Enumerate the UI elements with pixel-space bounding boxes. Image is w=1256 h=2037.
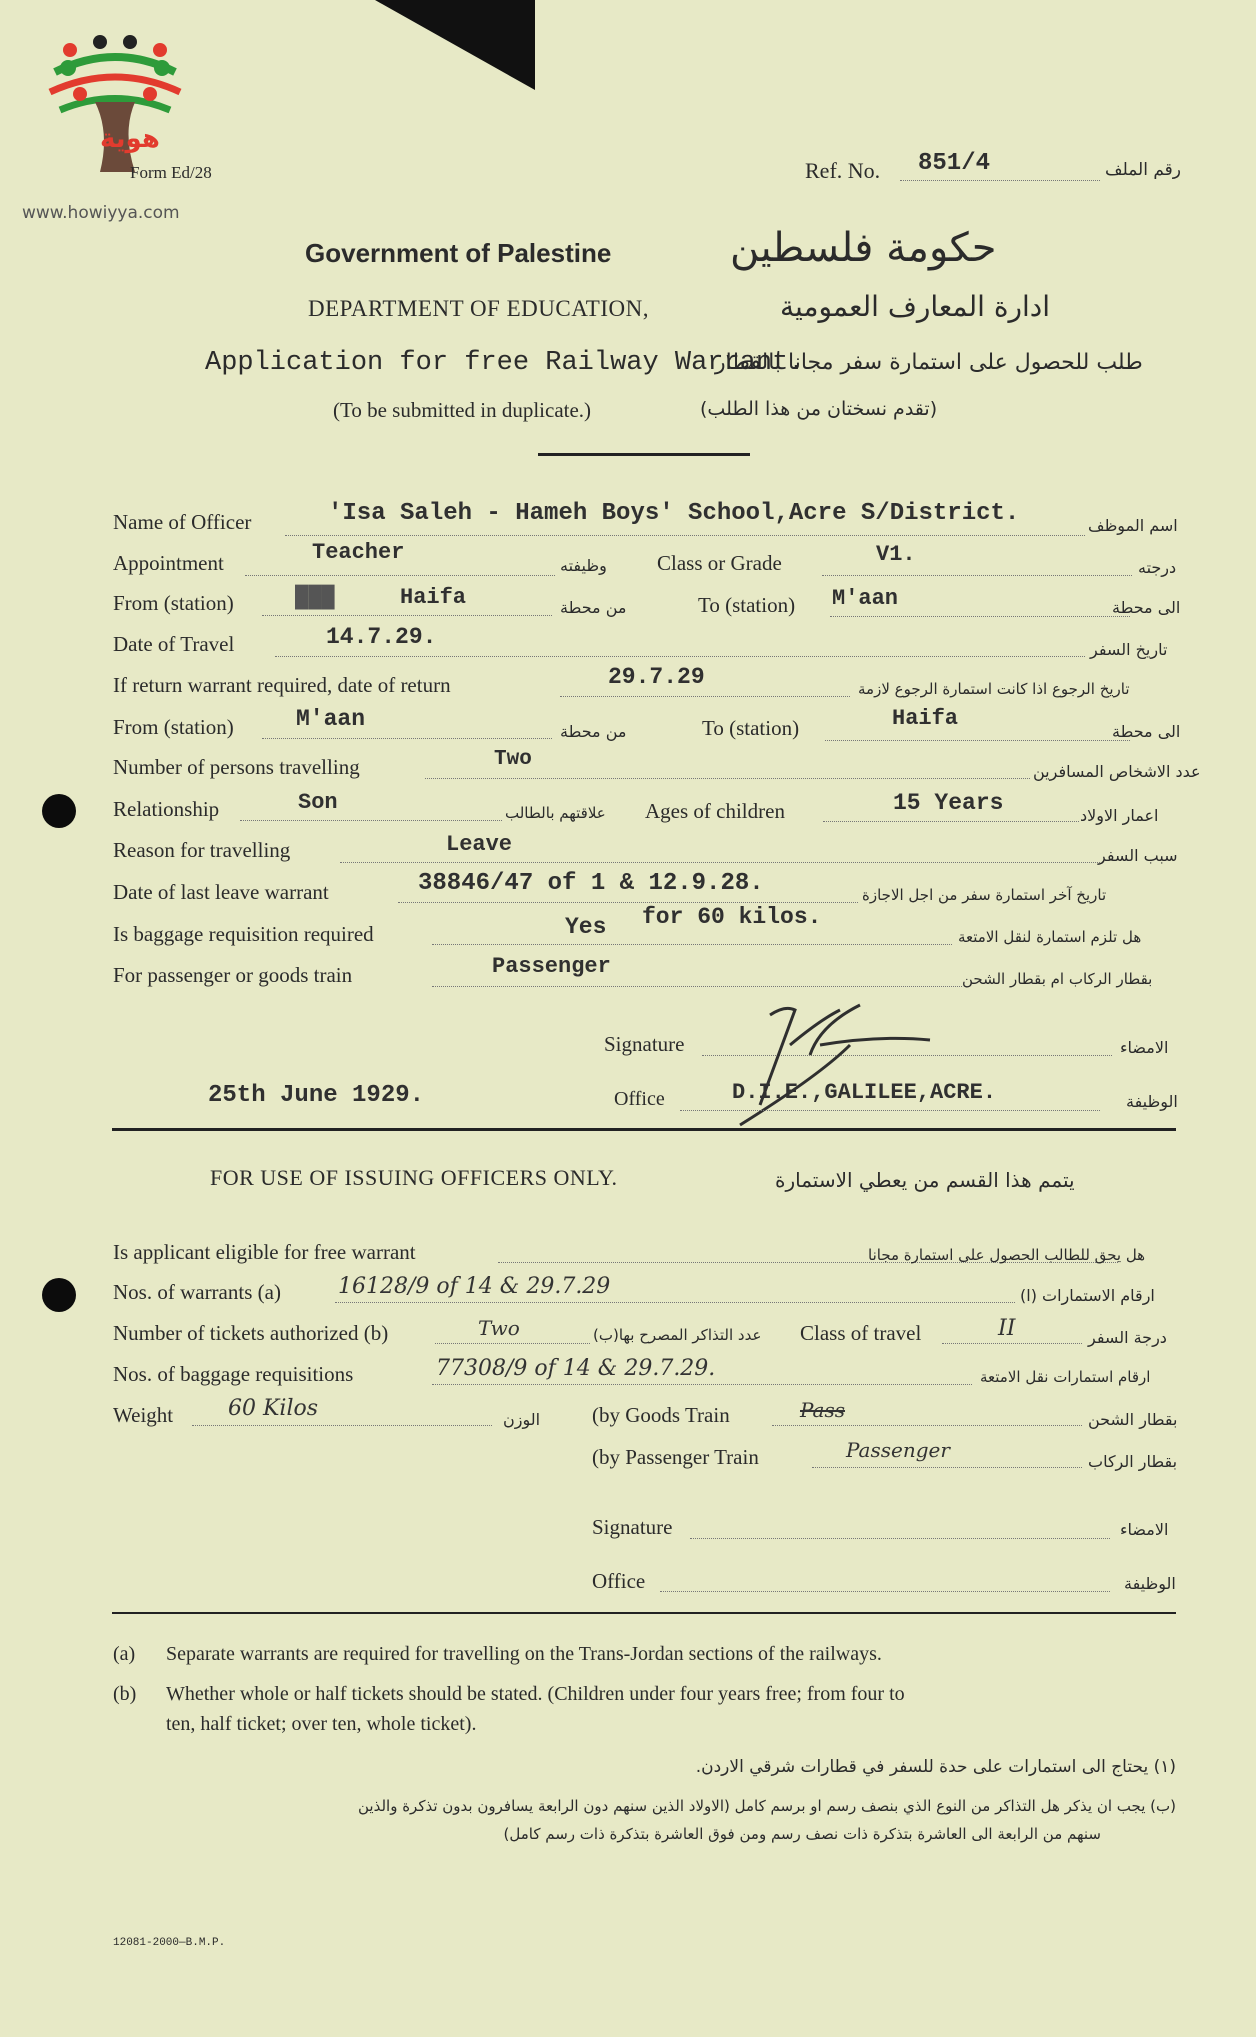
ref-value: 851/4 (918, 150, 991, 177)
to-station-value: M'aan (832, 586, 899, 611)
dept-title-ar: ادارة المعارف العمومية (780, 290, 1051, 323)
officer-name-line (285, 535, 1085, 536)
appointment-line (245, 575, 555, 576)
class-ar: درجته (1138, 558, 1177, 577)
baggage-req-value: 77308/9 of 14 & 29.7.29. (436, 1356, 716, 1381)
issuing-signature-label: Signature (592, 1515, 673, 1539)
goods-train-label: (by Goods Train (592, 1403, 730, 1427)
note-b-tag: (b) (113, 1683, 137, 1705)
printer-mark: 12081-2000—B.M.P. (113, 1937, 226, 1949)
note-b-text-2: ten, half ticket; over ten, whole ticket). (166, 1713, 477, 1735)
ages-value: 15 Years (893, 790, 1004, 816)
tickets-label: Number of tickets authorized (b) (113, 1321, 389, 1345)
return-date-line (560, 696, 850, 697)
gov-title: Government of Palestine (305, 238, 612, 268)
ref-label: Ref. No. (805, 158, 881, 183)
punch-hole-bottom (42, 1278, 76, 1312)
ages-label: Ages of children (645, 799, 785, 823)
officer-name-value: 'Isa Saleh - Hameh Boys' School,Acre S/District. (328, 500, 1020, 527)
applicant-signature-icon (700, 985, 960, 1145)
from-station2-ar: من محطة (560, 722, 627, 741)
persons-label: Number of persons travelling (113, 755, 360, 779)
relationship-value: Son (298, 790, 338, 815)
from-station-label: From (station) (113, 591, 234, 615)
issuing-signature-line (690, 1538, 1110, 1539)
from-station-ar: من محطة (560, 598, 627, 617)
from-station-value: Haifa (400, 585, 467, 610)
section-divider (112, 1128, 1176, 1131)
return-date-ar: تاريخ الرجوع اذا كانت استمارة الرجوع لازمة (858, 680, 1130, 698)
issuing-office-label: Office (592, 1569, 646, 1593)
from-station-struck: ███ (295, 585, 335, 610)
from-station2-value: M'aan (296, 706, 366, 732)
to-station-line (830, 616, 1130, 617)
warrant-nos-ar: ارقام الاستمارات (ا) (1020, 1286, 1155, 1305)
form-subtitle-ar: (تقدم نسختان من هذا الطلب) (700, 398, 938, 420)
dept-title: DEPARTMENT OF EDUCATION, (308, 296, 649, 321)
form-title-ar: طلب للحصول على استمارة سفر مجانا بالقطار (715, 350, 1143, 375)
form-number: Form Ed/28 (130, 163, 212, 182)
goods-train-value: Pass (800, 1398, 846, 1422)
persons-value: Two (494, 748, 532, 771)
office-ar: الوظيفة (1126, 1092, 1178, 1111)
passenger-train-label: (by Passenger Train (592, 1445, 759, 1469)
header-divider (538, 453, 750, 456)
travel-date-ar: تاريخ السفر (1090, 640, 1168, 659)
travel-date-line (275, 656, 1085, 657)
weight-line (192, 1425, 492, 1426)
class-line (822, 575, 1132, 576)
logo-site: www.howiyya.com (22, 203, 180, 223)
note-a-tag: (a) (113, 1643, 136, 1665)
travel-class-value: II (998, 1316, 1016, 1341)
appointment-label: Appointment (113, 551, 224, 575)
issuing-office-line (660, 1591, 1110, 1592)
corner-fold (375, 0, 535, 90)
last-warrant-line (398, 902, 858, 903)
ref-line (900, 180, 1100, 181)
appointment-value: Teacher (312, 540, 405, 565)
from-station2-line (262, 738, 552, 739)
reason-value: Leave (446, 832, 513, 857)
baggage-ar: هل تلزم استمارة لنقل الامتعة (958, 928, 1142, 946)
from-station2-label: From (station) (113, 715, 234, 739)
warrant-nos-label: Nos. of warrants (a) (113, 1280, 281, 1304)
travel-class-label: Class of travel (800, 1321, 922, 1345)
goods-train-ar: بقطار الشحن (1088, 1410, 1178, 1429)
baggage-value: Yes (565, 914, 607, 940)
appointment-ar: وظيفته (560, 556, 607, 575)
travel-date-label: Date of Travel (113, 632, 235, 656)
passenger-train-ar: بقطار الركاب (1088, 1452, 1178, 1471)
baggage-req-ar: ارقام استمارات نقل الامتعة (980, 1368, 1151, 1386)
note-b-ar-1: (ب) يجب ان يذكر هل التذاكر من النوع الذي بنصف رسم او برسم كامل (الاولاد الذين سنهم دون الرابعة يسافرون بدون تذكرة والذين (357, 1797, 1176, 1815)
baggage-line (432, 944, 952, 945)
form-subtitle: (To be submitted in duplicate.) (333, 398, 592, 422)
baggage-req-label: Nos. of baggage requisitions (113, 1362, 354, 1386)
to-station2-line (825, 740, 1130, 741)
logo-name: هوية (100, 124, 160, 154)
class-value: V1. (876, 542, 916, 567)
passenger-train-line (812, 1467, 1082, 1468)
class-label: Class or Grade (657, 551, 782, 575)
reason-line (340, 862, 1100, 863)
to-station2-value: Haifa (892, 706, 959, 731)
train-type-ar: بقطار الركاب ام بقطار الشحن (962, 970, 1153, 988)
note-a-text: Separate warrants are required for travelling on the Trans-Jordan sections of the railways. (166, 1643, 882, 1665)
warrant-nos-line (335, 1302, 1015, 1303)
tree-logo-icon (40, 32, 190, 182)
relationship-line (240, 820, 502, 821)
last-warrant-ar: تاريخ آخر استمارة سفر من اجل الاجازة (862, 886, 1107, 904)
signature-ar: الامضاء (1120, 1038, 1169, 1057)
goods-train-line (772, 1425, 1082, 1426)
issuing-heading: FOR USE OF ISSUING OFFICERS ONLY. (210, 1165, 618, 1190)
issuing-heading-ar: يتمم هذا القسم من يعطي الاستمارة (775, 1168, 1075, 1192)
ages-line (823, 821, 1079, 822)
train-type-value: Passenger (492, 954, 611, 979)
issuing-signature-ar: الامضاء (1120, 1520, 1169, 1539)
ages-ar: اعمار الاولاد (1080, 806, 1159, 825)
reason-ar: سبب السفر (1098, 846, 1178, 865)
weight-ar: الوزن (503, 1410, 541, 1429)
persons-line (425, 778, 1030, 779)
office-value: D.I.E.,GALILEE,ACRE. (732, 1080, 997, 1105)
note-b-text-1: Whether whole or half tickets should be stated. (Children under four years free; from four to (166, 1683, 905, 1705)
return-date-value: 29.7.29 (608, 664, 705, 690)
warrant-nos-value: 16128/9 of 14 & 29.7.29 (338, 1274, 611, 1299)
to-station2-ar: الى محطة (1112, 722, 1181, 741)
travel-class-ar: درجة السفر (1088, 1328, 1167, 1347)
last-warrant-value: 38846/47 of 1 & 12.9.28. (418, 870, 764, 897)
last-warrant-label: Date of last leave warrant (113, 880, 329, 904)
from-station-line (262, 615, 552, 616)
travel-class-line (942, 1343, 1082, 1344)
ref-label-ar: رقم الملف (1105, 160, 1182, 180)
relationship-ar: علاقتهم بالطالب (505, 804, 606, 822)
baggage-label: Is baggage requisition required (113, 922, 374, 946)
baggage-extra: for 60 kilos. (642, 904, 822, 930)
issuing-office-ar: الوظيفة (1124, 1574, 1176, 1593)
eligible-ar: هل يحق للطالب الحصول على استمارة مجانا (868, 1246, 1146, 1264)
weight-value: 60 Kilos (228, 1396, 319, 1421)
baggage-req-line (432, 1384, 972, 1385)
to-station-ar: الى محطة (1112, 598, 1181, 617)
officer-name-label: Name of Officer (113, 510, 252, 534)
office-label: Office (614, 1088, 665, 1110)
eligible-label: Is applicant eligible for free warrant (113, 1240, 416, 1264)
reason-label: Reason for travelling (113, 838, 291, 862)
travel-date-value: 14.7.29. (326, 624, 437, 650)
gov-title-ar: حكومة فلسطين (730, 225, 997, 271)
relationship-label: Relationship (113, 797, 220, 821)
weight-label: Weight (113, 1403, 174, 1427)
return-date-label: If return warrant required, date of return (113, 673, 451, 697)
signature-label: Signature (604, 1032, 685, 1056)
officer-name-ar: اسم الموظف (1088, 516, 1178, 535)
to-station-label: To (station) (698, 593, 796, 617)
persons-ar: عدد الاشخاص المسافرين (1033, 762, 1201, 781)
form-title: Application for free Railway Warrant. (205, 348, 805, 378)
train-type-label: For passenger or goods train (113, 963, 353, 987)
punch-hole-top (42, 794, 76, 828)
note-b-ar-2: سنهم من الرابعة الى العاشرة بتذكرة ذات نصف رسم ومن فوق العاشرة بتذكرة ذات رسم كامل) (503, 1825, 1101, 1843)
date-signed: 25th June 1929. (208, 1082, 425, 1109)
office-line (680, 1110, 1100, 1111)
notes-divider (112, 1612, 1176, 1614)
tickets-value: Two (478, 1316, 520, 1340)
passenger-train-value: Passenger (846, 1438, 950, 1462)
tickets-line (435, 1343, 590, 1344)
to-station2-label: To (station) (702, 716, 800, 740)
tickets-ar: عدد التذاكر المصرح بها(ب) (593, 1326, 762, 1344)
note-a-ar: (۱) يحتاج الى استمارات على حدة للسفر في قطارات شرقي الاردن. (695, 1757, 1176, 1777)
